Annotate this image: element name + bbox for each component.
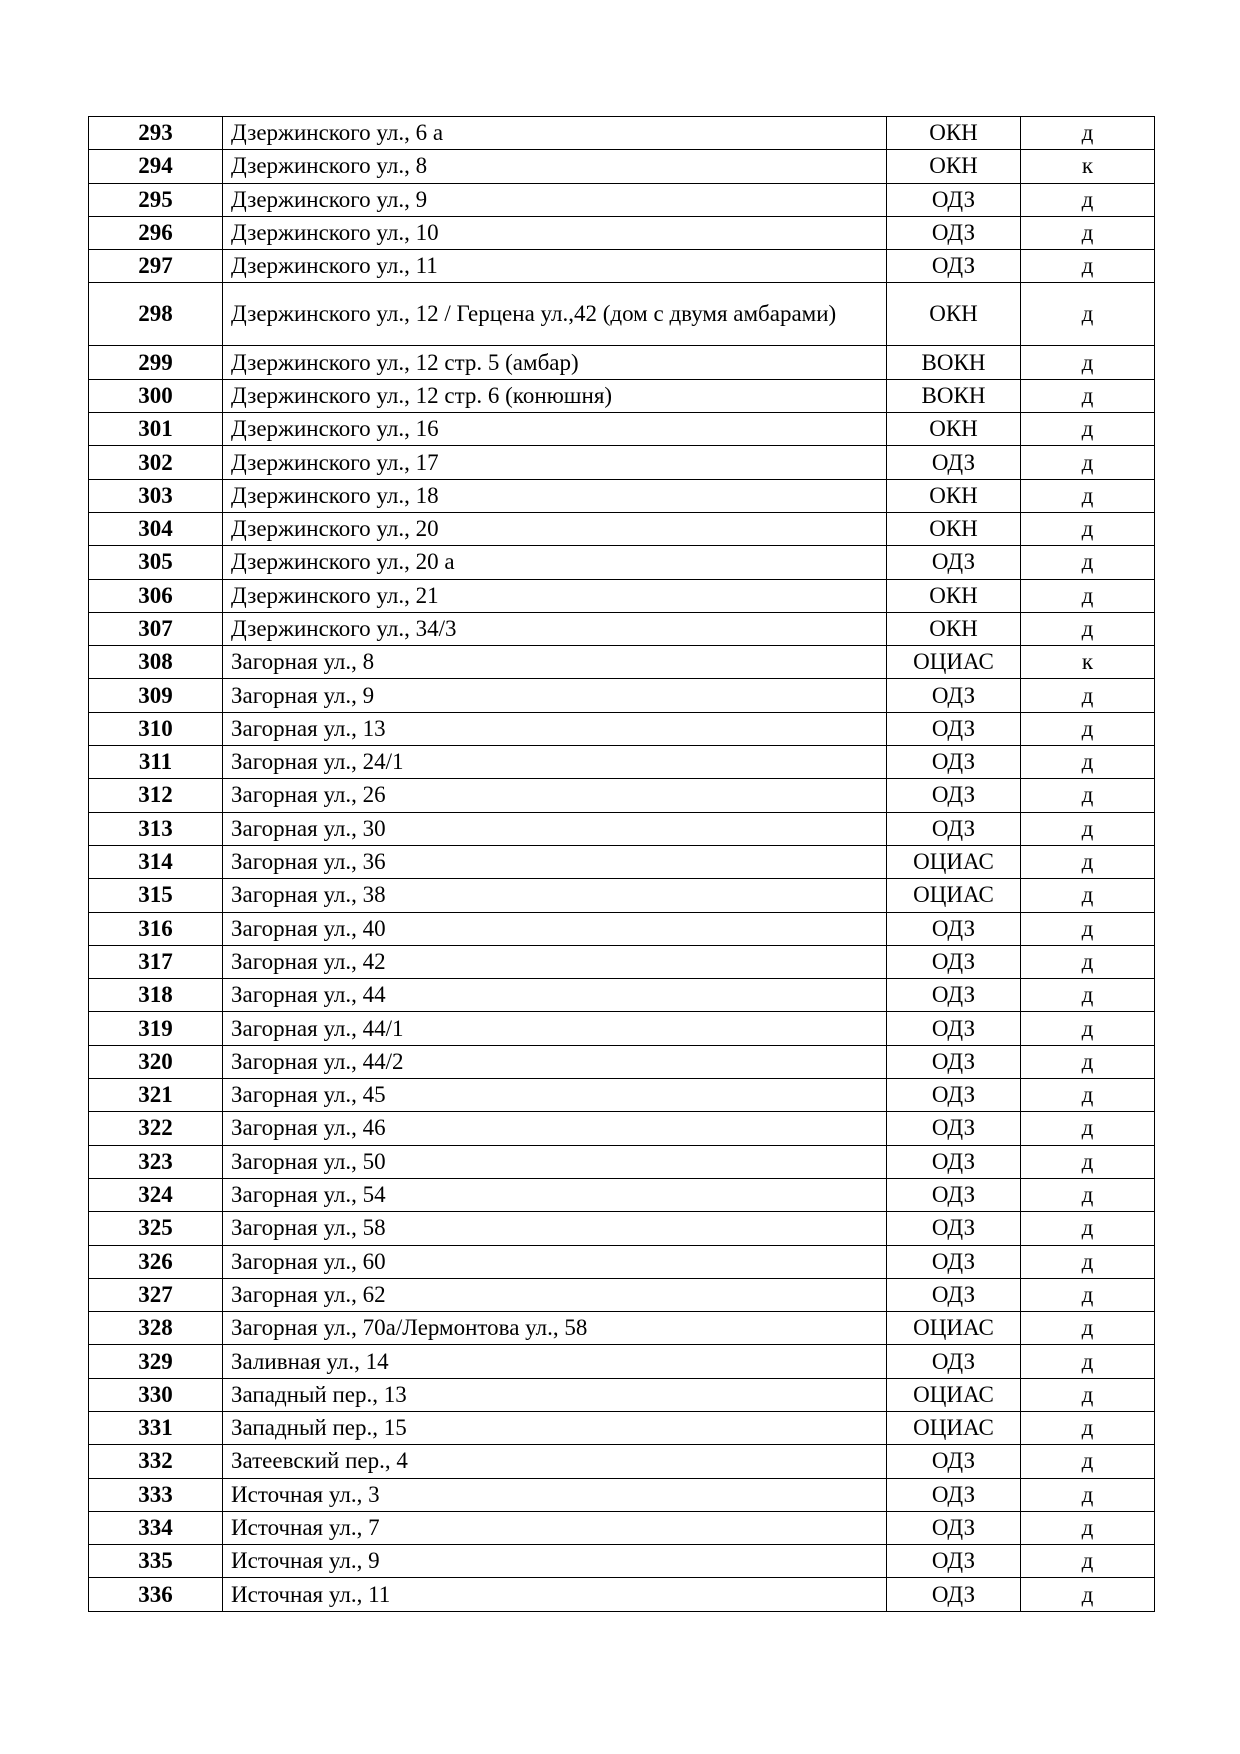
object-type-cell: ОКН: [887, 579, 1021, 612]
table-row: [89, 546, 1155, 579]
object-type-cell: ОДЗ: [887, 1212, 1021, 1245]
address-cell: Дзержинского ул., 12 стр. 5 (амбар): [223, 346, 887, 379]
category-code-cell: д: [1021, 1245, 1155, 1278]
registry-table-body: [89, 117, 1155, 1612]
row-number-cell: 326: [89, 1245, 223, 1278]
row-number-cell: 329: [89, 1345, 223, 1378]
category-code-cell: д: [1021, 216, 1155, 249]
category-code-cell: д: [1021, 812, 1155, 845]
category-code-cell: д: [1021, 1511, 1155, 1544]
table-row: [89, 1278, 1155, 1311]
table-row: [89, 1411, 1155, 1444]
address-cell: Загорная ул., 38: [223, 879, 887, 912]
category-code-cell: д: [1021, 1312, 1155, 1345]
category-code-cell: д: [1021, 1278, 1155, 1311]
row-number-cell: 307: [89, 612, 223, 645]
object-type-cell: ОДЗ: [887, 712, 1021, 745]
table-row: [89, 812, 1155, 845]
row-number-cell: 293: [89, 117, 223, 150]
object-type-cell: ОДЗ: [887, 1112, 1021, 1145]
address-cell: Западный пер., 15: [223, 1411, 887, 1444]
row-number-cell: 295: [89, 183, 223, 216]
table-row: [89, 1178, 1155, 1211]
row-number-cell: 309: [89, 679, 223, 712]
object-type-cell: ОДЗ: [887, 1278, 1021, 1311]
object-type-cell: ОДЗ: [887, 979, 1021, 1012]
row-number-cell: 332: [89, 1445, 223, 1478]
object-type-cell: ОДЗ: [887, 746, 1021, 779]
category-code-cell: д: [1021, 379, 1155, 412]
address-cell: Загорная ул., 44/2: [223, 1045, 887, 1078]
address-cell: Дзержинского ул., 34/3: [223, 612, 887, 645]
row-number-cell: 322: [89, 1112, 223, 1145]
category-code-cell: к: [1021, 150, 1155, 183]
row-number-cell: 298: [89, 283, 223, 346]
category-code-cell: д: [1021, 1112, 1155, 1145]
table-row: [89, 1345, 1155, 1378]
category-code-cell: д: [1021, 446, 1155, 479]
object-type-cell: ВОКН: [887, 379, 1021, 412]
address-cell: Загорная ул., 26: [223, 779, 887, 812]
table-row: [89, 845, 1155, 878]
row-number-cell: 327: [89, 1278, 223, 1311]
category-code-cell: д: [1021, 1545, 1155, 1578]
object-type-cell: ОДЗ: [887, 945, 1021, 978]
object-type-cell: ОДЗ: [887, 1511, 1021, 1544]
address-cell: Источная ул., 3: [223, 1478, 887, 1511]
object-type-cell: ОЦИАС: [887, 879, 1021, 912]
object-type-cell: ОКН: [887, 512, 1021, 545]
address-cell: Загорная ул., 40: [223, 912, 887, 945]
address-cell: Западный пер., 13: [223, 1378, 887, 1411]
row-number-cell: 315: [89, 879, 223, 912]
row-number-cell: 296: [89, 216, 223, 249]
object-type-cell: ОДЗ: [887, 183, 1021, 216]
category-code-cell: д: [1021, 912, 1155, 945]
row-number-cell: 297: [89, 250, 223, 283]
category-code-cell: д: [1021, 1445, 1155, 1478]
address-cell: Источная ул., 7: [223, 1511, 887, 1544]
row-number-cell: 319: [89, 1012, 223, 1045]
row-number-cell: 313: [89, 812, 223, 845]
object-type-cell: ОКН: [887, 612, 1021, 645]
object-type-cell: ВОКН: [887, 346, 1021, 379]
row-number-cell: 306: [89, 579, 223, 612]
table-row: [89, 183, 1155, 216]
row-number-cell: 302: [89, 446, 223, 479]
table-row: [89, 479, 1155, 512]
category-code-cell: д: [1021, 1578, 1155, 1611]
address-cell: Дзержинского ул., 21: [223, 579, 887, 612]
address-cell: Дзержинского ул., 20 а: [223, 546, 887, 579]
object-type-cell: ОЦИАС: [887, 845, 1021, 878]
row-number-cell: 324: [89, 1178, 223, 1211]
row-number-cell: 304: [89, 512, 223, 545]
row-number-cell: 314: [89, 845, 223, 878]
object-type-cell: ОДЗ: [887, 1045, 1021, 1078]
row-number-cell: 303: [89, 479, 223, 512]
category-code-cell: д: [1021, 250, 1155, 283]
table-row: [89, 150, 1155, 183]
category-code-cell: д: [1021, 945, 1155, 978]
object-type-cell: ОДЗ: [887, 912, 1021, 945]
table-row: [89, 216, 1155, 249]
address-cell: Загорная ул., 36: [223, 845, 887, 878]
row-number-cell: 323: [89, 1145, 223, 1178]
row-number-cell: 333: [89, 1478, 223, 1511]
object-type-cell: ОДЗ: [887, 216, 1021, 249]
address-cell: Дзержинского ул., 18: [223, 479, 887, 512]
category-code-cell: д: [1021, 1145, 1155, 1178]
row-number-cell: 301: [89, 413, 223, 446]
table-row: [89, 712, 1155, 745]
category-code-cell: д: [1021, 1079, 1155, 1112]
table-row: [89, 413, 1155, 446]
table-row: [89, 283, 1155, 346]
category-code-cell: д: [1021, 1411, 1155, 1444]
address-cell: Дзержинского ул., 6 а: [223, 117, 887, 150]
category-code-cell: д: [1021, 413, 1155, 446]
object-type-cell: ОЦИАС: [887, 1312, 1021, 1345]
registry-table: [88, 116, 1155, 1612]
category-code-cell: д: [1021, 612, 1155, 645]
address-cell: Загорная ул., 30: [223, 812, 887, 845]
table-row: [89, 117, 1155, 150]
category-code-cell: д: [1021, 1212, 1155, 1245]
row-number-cell: 330: [89, 1378, 223, 1411]
row-number-cell: 336: [89, 1578, 223, 1611]
category-code-cell: к: [1021, 646, 1155, 679]
object-type-cell: ОДЗ: [887, 779, 1021, 812]
row-number-cell: 325: [89, 1212, 223, 1245]
table-row: [89, 1578, 1155, 1611]
row-number-cell: 312: [89, 779, 223, 812]
table-row: [89, 945, 1155, 978]
category-code-cell: д: [1021, 183, 1155, 216]
table-row: [89, 746, 1155, 779]
table-row: [89, 1112, 1155, 1145]
row-number-cell: 316: [89, 912, 223, 945]
address-cell: Загорная ул., 46: [223, 1112, 887, 1145]
address-cell: Загорная ул., 8: [223, 646, 887, 679]
category-code-cell: д: [1021, 679, 1155, 712]
address-cell: Загорная ул., 9: [223, 679, 887, 712]
category-code-cell: д: [1021, 1378, 1155, 1411]
object-type-cell: ОДЗ: [887, 1145, 1021, 1178]
object-type-cell: ОЦИАС: [887, 646, 1021, 679]
table-row: [89, 1312, 1155, 1345]
object-type-cell: ОДЗ: [887, 812, 1021, 845]
row-number-cell: 294: [89, 150, 223, 183]
category-code-cell: д: [1021, 117, 1155, 150]
table-row: [89, 979, 1155, 1012]
object-type-cell: ОЦИАС: [887, 1411, 1021, 1444]
address-cell: Источная ул., 11: [223, 1578, 887, 1611]
category-code-cell: д: [1021, 479, 1155, 512]
object-type-cell: ОКН: [887, 150, 1021, 183]
row-number-cell: 331: [89, 1411, 223, 1444]
address-cell: Источная ул., 9: [223, 1545, 887, 1578]
table-row: [89, 1145, 1155, 1178]
table-row: [89, 512, 1155, 545]
address-cell: Загорная ул., 44: [223, 979, 887, 1012]
object-type-cell: ОКН: [887, 283, 1021, 346]
address-cell: Дзержинского ул., 12 стр. 6 (конюшня): [223, 379, 887, 412]
object-type-cell: ОДЗ: [887, 1345, 1021, 1378]
address-cell: Дзержинского ул., 10: [223, 216, 887, 249]
object-type-cell: ОКН: [887, 413, 1021, 446]
address-cell: Загорная ул., 62: [223, 1278, 887, 1311]
category-code-cell: д: [1021, 1045, 1155, 1078]
address-cell: Загорная ул., 50: [223, 1145, 887, 1178]
address-cell: Загорная ул., 45: [223, 1079, 887, 1112]
address-cell: Дзержинского ул., 11: [223, 250, 887, 283]
table-row: [89, 1045, 1155, 1078]
table-row: [89, 779, 1155, 812]
table-row: [89, 1511, 1155, 1544]
object-type-cell: ОДЗ: [887, 446, 1021, 479]
category-code-cell: д: [1021, 512, 1155, 545]
object-type-cell: ОЦИАС: [887, 1378, 1021, 1411]
row-number-cell: 299: [89, 346, 223, 379]
table-row: [89, 1445, 1155, 1478]
row-number-cell: 308: [89, 646, 223, 679]
table-row: [89, 679, 1155, 712]
address-cell: Дзержинского ул., 8: [223, 150, 887, 183]
object-type-cell: ОДЗ: [887, 546, 1021, 579]
table-row: [89, 1079, 1155, 1112]
category-code-cell: д: [1021, 779, 1155, 812]
address-cell: Загорная ул., 44/1: [223, 1012, 887, 1045]
object-type-cell: ОДЗ: [887, 679, 1021, 712]
row-number-cell: 305: [89, 546, 223, 579]
table-row: [89, 912, 1155, 945]
row-number-cell: 335: [89, 1545, 223, 1578]
object-type-cell: ОКН: [887, 117, 1021, 150]
object-type-cell: ОДЗ: [887, 250, 1021, 283]
table-row: [89, 1212, 1155, 1245]
table-row: [89, 446, 1155, 479]
category-code-cell: д: [1021, 1478, 1155, 1511]
category-code-cell: д: [1021, 845, 1155, 878]
table-row: [89, 646, 1155, 679]
category-code-cell: д: [1021, 283, 1155, 346]
row-number-cell: 321: [89, 1079, 223, 1112]
object-type-cell: ОДЗ: [887, 1245, 1021, 1278]
address-cell: Дзержинского ул., 20: [223, 512, 887, 545]
object-type-cell: ОДЗ: [887, 1545, 1021, 1578]
address-cell: Загорная ул., 60: [223, 1245, 887, 1278]
table-row: [89, 579, 1155, 612]
table-row: [89, 1378, 1155, 1411]
address-cell: Загорная ул., 13: [223, 712, 887, 745]
category-code-cell: д: [1021, 1178, 1155, 1211]
row-number-cell: 318: [89, 979, 223, 1012]
object-type-cell: ОДЗ: [887, 1478, 1021, 1511]
object-type-cell: ОДЗ: [887, 1445, 1021, 1478]
category-code-cell: д: [1021, 879, 1155, 912]
category-code-cell: д: [1021, 712, 1155, 745]
object-type-cell: ОДЗ: [887, 1079, 1021, 1112]
category-code-cell: д: [1021, 546, 1155, 579]
table-row: [89, 612, 1155, 645]
category-code-cell: д: [1021, 746, 1155, 779]
object-type-cell: ОДЗ: [887, 1012, 1021, 1045]
row-number-cell: 320: [89, 1045, 223, 1078]
table-row: [89, 379, 1155, 412]
category-code-cell: д: [1021, 346, 1155, 379]
category-code-cell: д: [1021, 579, 1155, 612]
address-cell: Дзержинского ул., 9: [223, 183, 887, 216]
table-row: [89, 1245, 1155, 1278]
object-type-cell: ОКН: [887, 479, 1021, 512]
address-cell: Дзержинского ул., 17: [223, 446, 887, 479]
address-cell: Загорная ул., 70а/Лермонтова ул., 58: [223, 1312, 887, 1345]
address-cell: Дзержинского ул., 12 / Герцена ул.,42 (дом с двумя амбарами): [223, 283, 887, 346]
table-row: [89, 346, 1155, 379]
address-cell: Затеевский пер., 4: [223, 1445, 887, 1478]
object-type-cell: ОДЗ: [887, 1578, 1021, 1611]
row-number-cell: 317: [89, 945, 223, 978]
row-number-cell: 300: [89, 379, 223, 412]
row-number-cell: 328: [89, 1312, 223, 1345]
address-cell: Загорная ул., 58: [223, 1212, 887, 1245]
address-cell: Заливная ул., 14: [223, 1345, 887, 1378]
table-row: [89, 250, 1155, 283]
address-cell: Загорная ул., 54: [223, 1178, 887, 1211]
category-code-cell: д: [1021, 1012, 1155, 1045]
row-number-cell: 334: [89, 1511, 223, 1544]
address-cell: Загорная ул., 24/1: [223, 746, 887, 779]
category-code-cell: д: [1021, 1345, 1155, 1378]
row-number-cell: 311: [89, 746, 223, 779]
address-cell: Загорная ул., 42: [223, 945, 887, 978]
table-row: [89, 1545, 1155, 1578]
row-number-cell: 310: [89, 712, 223, 745]
table-row: [89, 1012, 1155, 1045]
table-row: [89, 1478, 1155, 1511]
address-cell: Дзержинского ул., 16: [223, 413, 887, 446]
table-row: [89, 879, 1155, 912]
category-code-cell: д: [1021, 979, 1155, 1012]
object-type-cell: ОДЗ: [887, 1178, 1021, 1211]
